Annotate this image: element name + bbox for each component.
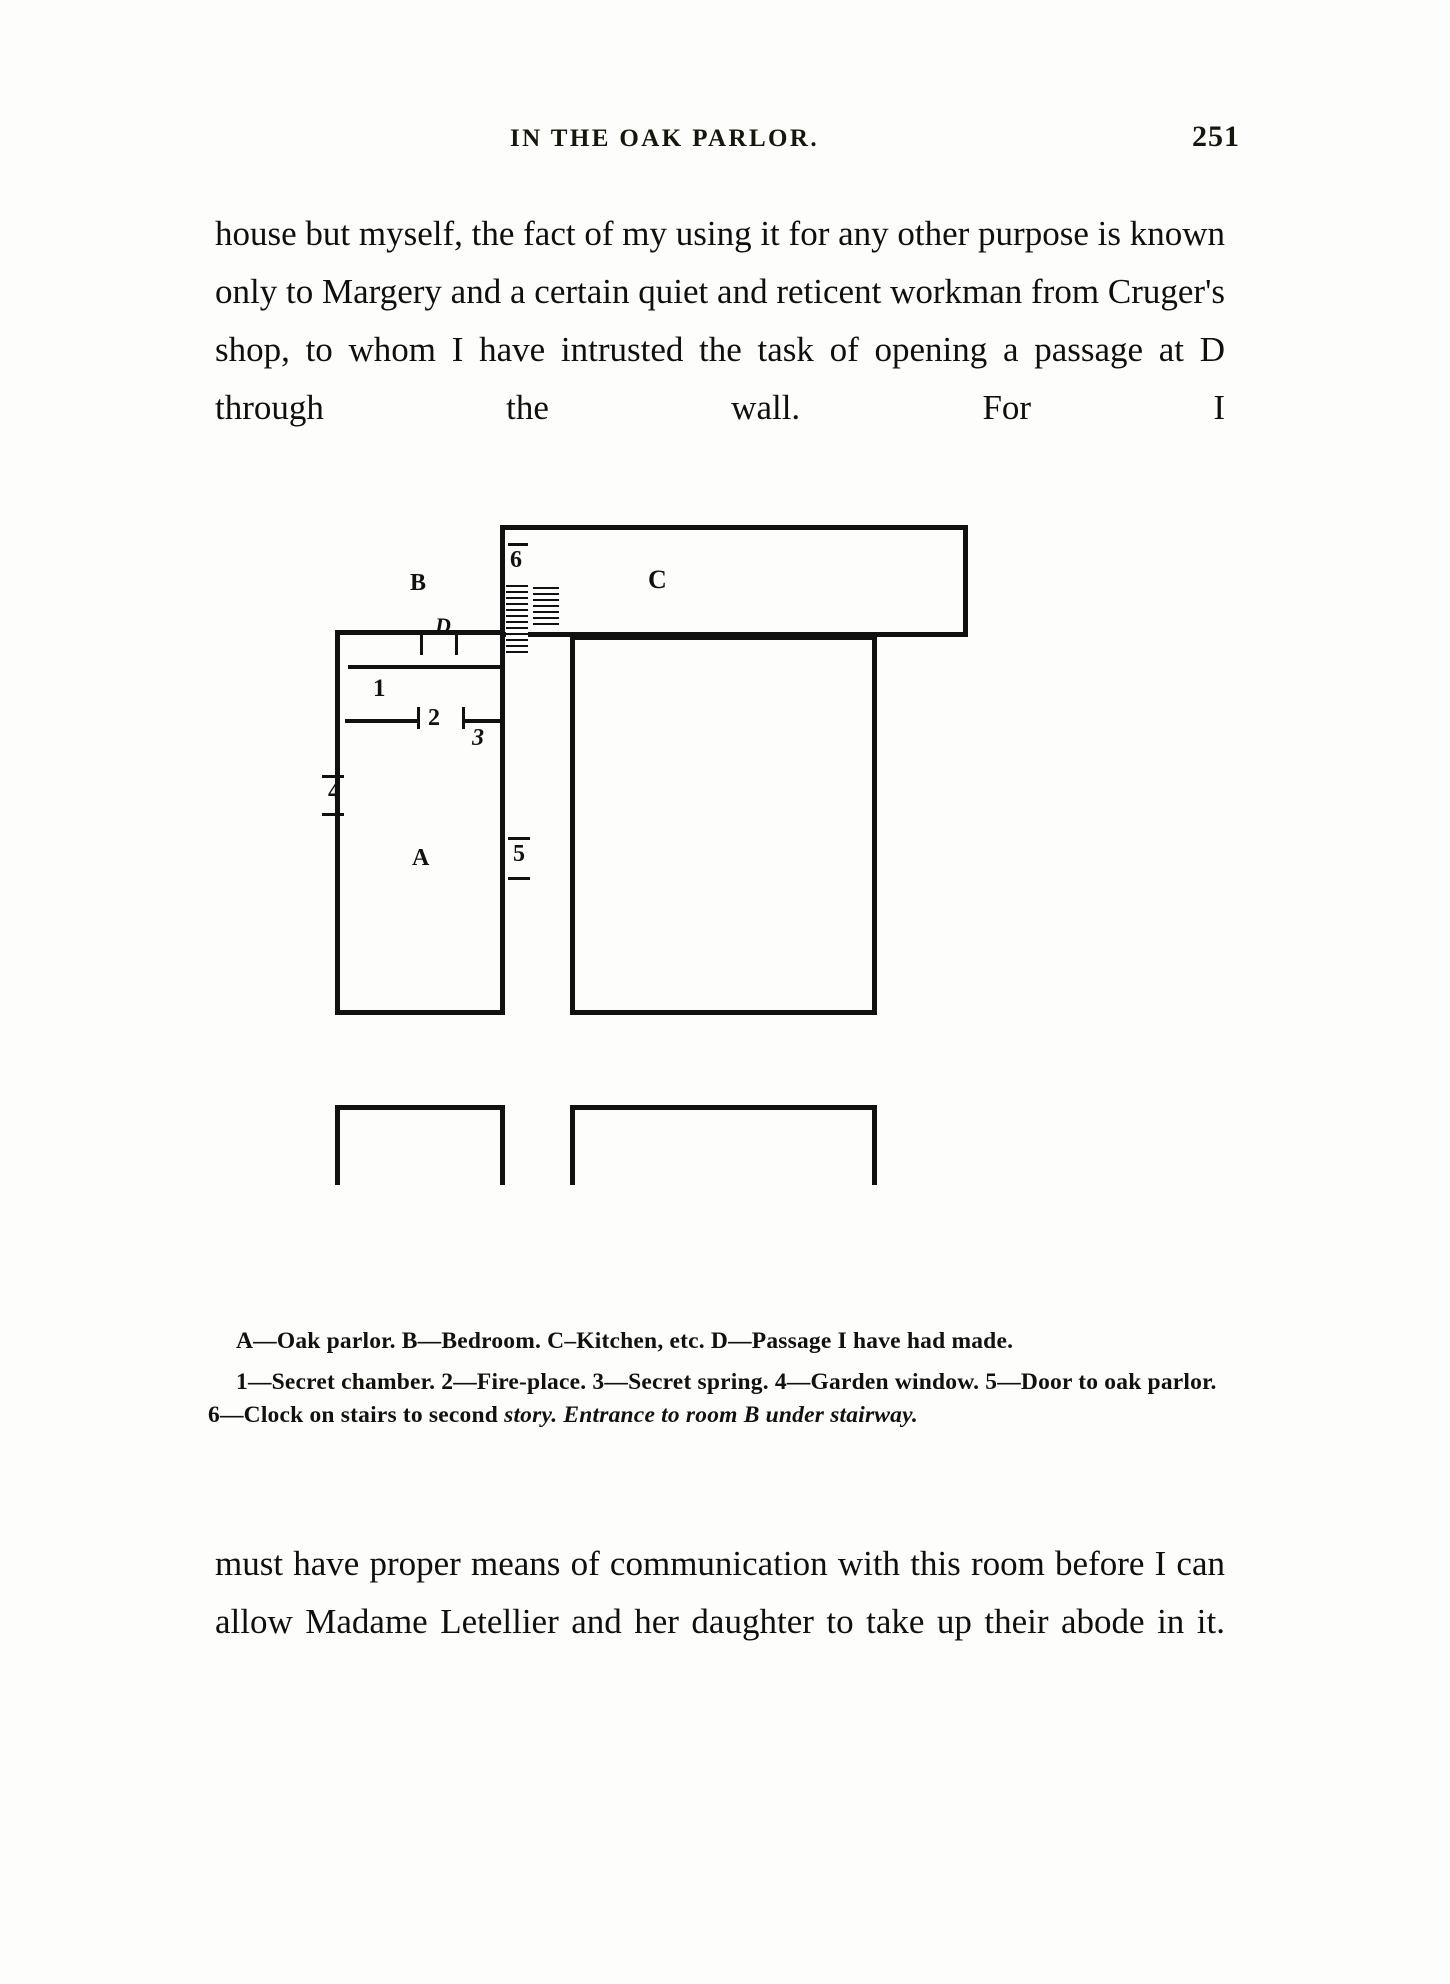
stairway-hatching-right (533, 587, 559, 629)
porch-left-right-wall (500, 1105, 505, 1185)
left-block-bottom-wall (335, 1010, 505, 1015)
hall-top-wall (570, 635, 877, 640)
door-5-bottom-tick (508, 877, 530, 880)
porch-right-left-wall (570, 1105, 575, 1185)
room-label-a: A (412, 845, 430, 871)
fireplace-right-jamb (462, 707, 465, 729)
floor-plan-figure (328, 525, 1070, 1315)
legend-line-markers (208, 1366, 1228, 1432)
stairway-hatching-left (506, 585, 528, 657)
hall-right-wall (872, 635, 877, 1015)
secret-chamber-top-wall (348, 665, 503, 669)
hall-left-wall (570, 635, 575, 1015)
running-head (210, 120, 1240, 154)
legend-line-rooms: A—Oak parlor. B—Bedroom. C–Kitchen, etc. D—Passage I have had made. (236, 1328, 1014, 1354)
porch-right-top-wall (570, 1105, 877, 1110)
secret-spring-wall (465, 719, 505, 723)
door-5-top-tick (508, 837, 530, 840)
porch-right-right-wall (872, 1105, 877, 1185)
passage-d-left-jamb (420, 635, 423, 655)
marker-label-5: 5 (513, 841, 525, 867)
garden-window-top-tick (322, 775, 344, 778)
room-label-c: C (648, 565, 667, 594)
legend-markers-plain: 1—Secret chamber. 2—Fire-place. 3—Secret spring. 4—Garden window. 5—Door to oak parlor. 6—Clock on stairs to second (208, 1369, 1217, 1428)
marker-label-4: 4 (328, 779, 340, 805)
secret-chamber-bottom-wall (345, 719, 417, 723)
marker-label-1: 1 (373, 675, 386, 702)
paragraph-below-figure (215, 1535, 1225, 1651)
porch-left-left-wall (335, 1105, 340, 1185)
page-number: 251 (1192, 120, 1240, 153)
porch-left-top-wall (335, 1105, 505, 1110)
room-label-b: B (410, 570, 427, 596)
fireplace-left-jamb (417, 707, 420, 729)
legend-markers-italic: story. Entrance to room B under stairway. (504, 1402, 918, 1428)
clock-6-tick (508, 543, 528, 546)
garden-window-bottom-tick (322, 813, 344, 816)
marker-label-2: 2 (428, 705, 440, 731)
room-c-top-wall (500, 525, 968, 530)
figure-legend (208, 1325, 1228, 1432)
running-head-title: IN THE OAK PARLOR. (510, 125, 819, 152)
left-block-left-wall (335, 630, 340, 1015)
paragraph-text-bottom: must have proper means of communication with this room before I can allow Madame Letellier and her daughter to take up their abode in it. (215, 1544, 1225, 1641)
central-vertical-wall (500, 525, 505, 1015)
passage-d-right-jamb (455, 635, 458, 655)
marker-label-6: 6 (510, 547, 522, 573)
hall-bottom-wall (570, 1010, 877, 1015)
paragraph-text: house but myself, the fact of my using it for any other purpose is known only to Margery and a certain quiet and reticent workman from Cruger's shop, to whom I have intrusted the task of opening a passage at D through the wall. For I (215, 214, 1225, 427)
marker-label-3: 3 (472, 725, 484, 751)
paragraph-above-figure (215, 205, 1225, 437)
room-label-d: D (435, 613, 451, 638)
room-c-right-wall (963, 525, 968, 637)
